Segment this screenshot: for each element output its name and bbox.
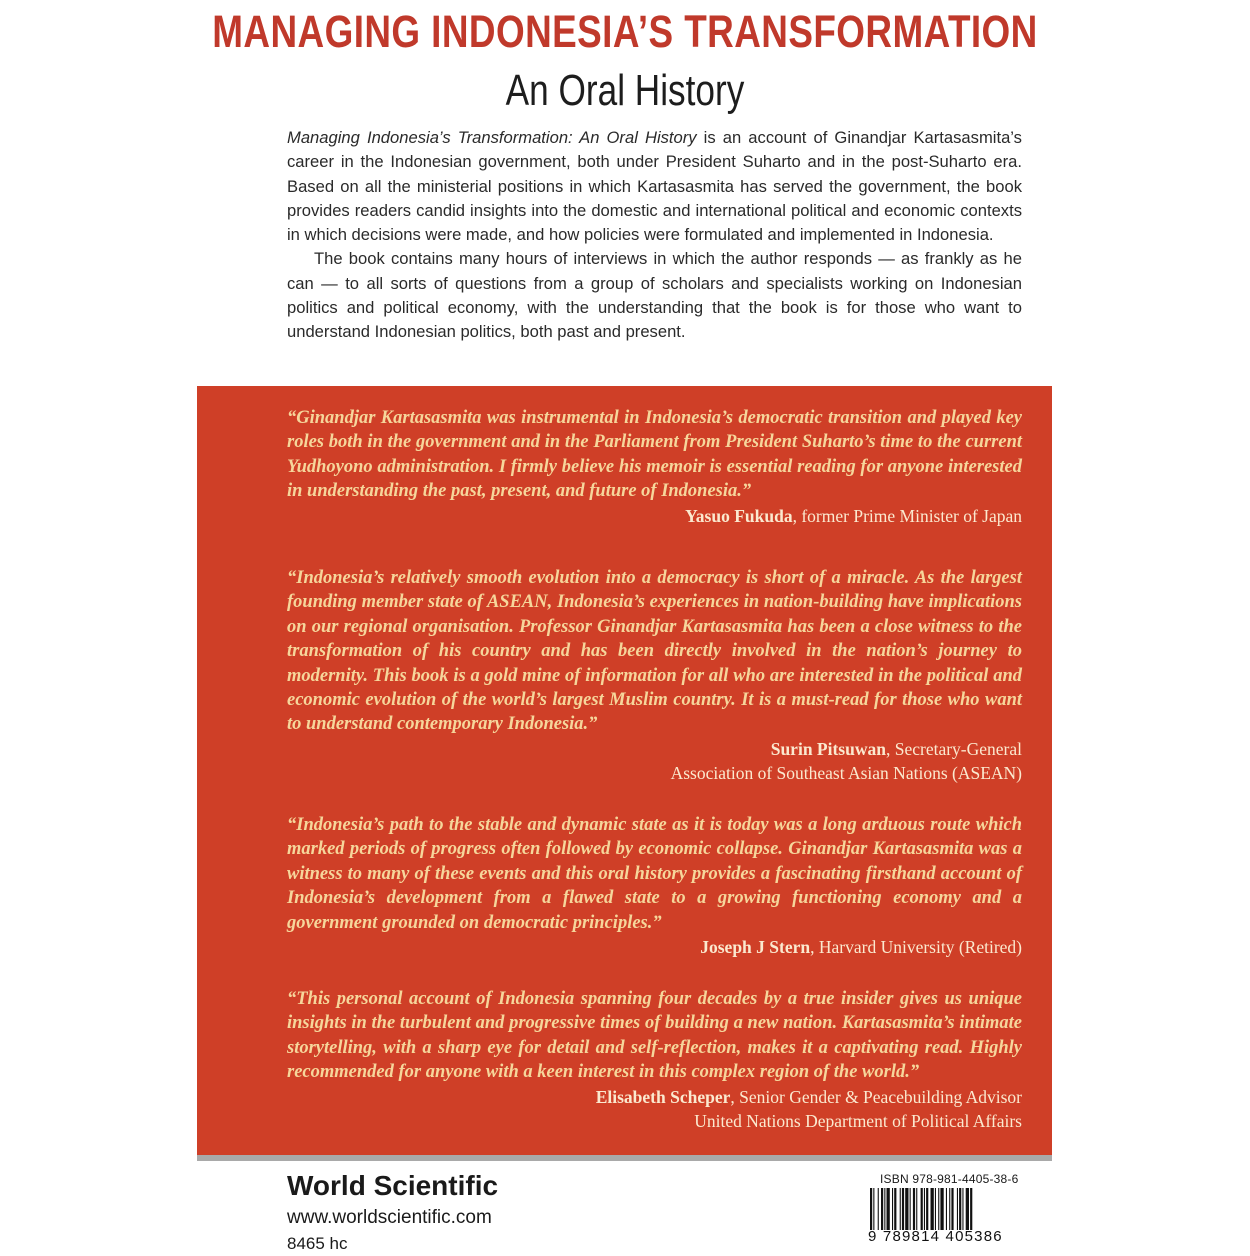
panel-bottom-divider xyxy=(197,1155,1052,1161)
isbn-label: ISBN 978-981-4405-38-6 xyxy=(880,1172,1019,1186)
endorsements-panel xyxy=(197,386,1052,1155)
endorsement-4 xyxy=(287,987,1022,1133)
publisher-name: World Scientific xyxy=(287,1170,499,1201)
endorsement-quote: “Ginandjar Kartasasmita was instrumental in Indonesia’s democratic transition and played key roles both in the government and in the Parliament from President Suharto’s time to the current Yudhoyono administration. I firmly believe his memoir is essential reading for anyone interested in understanding the past, present, and future of Indonesia.” xyxy=(287,408,1022,502)
description-paragraph-1 xyxy=(287,126,1022,247)
endorser-role: , Harvard University (Retired) xyxy=(810,937,1022,958)
endorsement-attribution xyxy=(287,504,1022,528)
endorser-organization: United Nations Department of Political Affairs xyxy=(694,1111,1022,1132)
product-code: 8465 hc xyxy=(287,1234,348,1253)
description-book-title: Managing Indonesia’s Transformation: An Oral History xyxy=(287,128,697,147)
publisher-block xyxy=(287,1168,498,1256)
endorsement-attribution xyxy=(287,737,1022,761)
endorsement-quote: “This personal account of Indonesia spanning four decades by a true insider gives us unique insights in the turbulent and progressive times of building a new nation. Kartasasmita’s intimate storytelling, with a sharp eye for detail and self-reflection, makes it a captivating read. Highly recommended for anyone with a keen interest in this complex region of the world.” xyxy=(287,989,1022,1083)
endorsement-quote: “Indonesia’s path to the stable and dynamic state as it is today was a long arduous route which marked periods of progress often followed by economic collapse. Ginandjar Kartasasmita was a witness to many of these events and this oral history provides a fascinating firsthand account of Indonesia’s development from a flawed state to a growing functioning economy and a government grounded on democratic principles.” xyxy=(287,815,1022,933)
description-text: is an account of Ginandjar Kartasasmita’s career in the Indonesian government, both under President Suharto and in the post-Suharto era. Based on all the ministerial positions in which Kartasasmita has served the government, the book provides readers candid insights into the domestic and international political and economic contexts in which decisions were made, and how policies were formulated and implemented in Indonesia. xyxy=(287,128,1022,245)
endorser-organization: Association of Southeast Asian Nations (ASEAN) xyxy=(670,763,1022,784)
endorsement-attribution xyxy=(287,1085,1022,1109)
endorser-name: Yasuo Fukuda xyxy=(685,505,793,526)
endorser-name: Elisabeth Scheper xyxy=(595,1086,731,1107)
endorser-name: Joseph J Stern xyxy=(700,937,811,958)
publisher-url: www.worldscientific.com xyxy=(287,1207,492,1228)
endorsement-attribution xyxy=(287,935,1022,959)
description-paragraph-2: The book contains many hours of interviews in which the author responds — as frankly as he can — to all sorts of questions from a group of scholars and specialists working on Indonesian politics and political economy, with the understanding that the book is for those who want to understand Indonesian politics, both past and present. xyxy=(287,249,1022,342)
endorser-role: , Senior Gender & Peacebuilding Advisor xyxy=(730,1086,1022,1107)
book-title: MANAGING INDONESIA’S TRANSFORMATION xyxy=(212,6,1038,57)
book-subtitle: An Oral History xyxy=(505,66,745,115)
endorsement-2 xyxy=(287,566,1022,786)
endorser-name: Surin Pitsuwan xyxy=(770,738,886,759)
barcode-digits: 9 789814 405386 xyxy=(868,1228,1003,1245)
endorser-role: , Secretary-General xyxy=(885,738,1022,759)
book-description xyxy=(287,126,1022,345)
endorsement-quote: “Indonesia’s relatively smooth evolution into a democracy is short of a miracle. As the largest founding member state of ASEAN, Indonesia’s experiences in nation-building have implications on our regional organisation. Professor Ginandjar Kartasasmita has been a close witness to the transformation of his country and has been directly involved in the nation’s journey to modernity. This book is a gold mine of information for all who are interested in the political and economic evolution of the world’s largest Muslim country. It is a must-read for those who want to understand contemporary Indonesia.” xyxy=(287,568,1022,735)
endorsement-3 xyxy=(287,813,1022,959)
barcode-icon xyxy=(868,1188,1028,1230)
endorsement-1 xyxy=(287,406,1022,528)
endorser-role: , former Prime Minister of Japan xyxy=(792,505,1022,526)
